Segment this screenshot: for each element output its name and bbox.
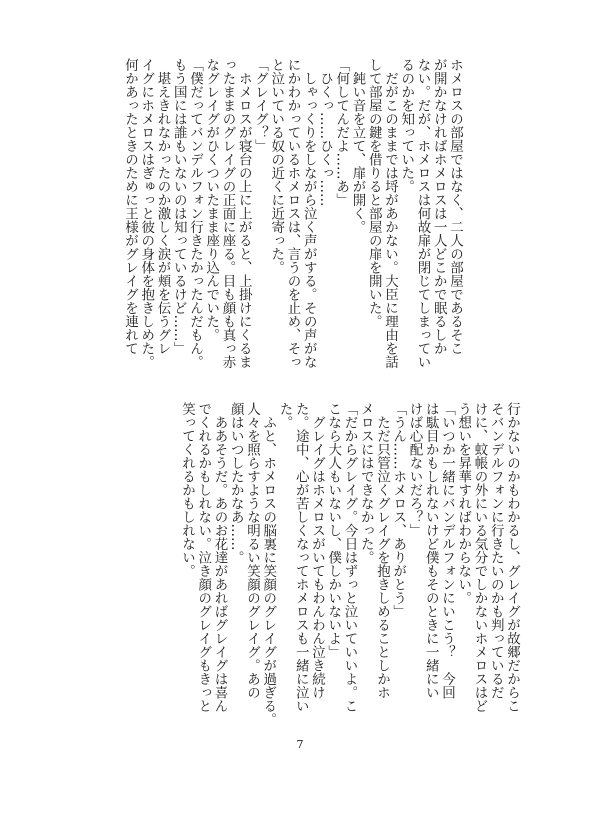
text-line: 「うん……ホメロス、ありがとう」 bbox=[390, 402, 407, 618]
text-line: 「いつか一緒にバンデルフォンにいこう？ 今回 bbox=[439, 402, 455, 699]
text-line: が開かなければホメロスは一人どこかで眠るしか bbox=[430, 58, 447, 355]
text-line: ホメロスが寝台の上に上がると、上掛けにくるま bbox=[235, 58, 252, 369]
text-line: 何かあったときのために王様がグレイグを連れて bbox=[122, 58, 138, 355]
text-line: 鈍い音を立て、扉が開く。 bbox=[349, 58, 366, 234]
text-line: そバンデルフォンに行きたいのかも判っているだ bbox=[487, 402, 504, 699]
text-line: こなら大人もいないし、僕しかいないよ」 bbox=[325, 402, 342, 659]
page-number: 7 bbox=[296, 738, 304, 751]
text-line: にかわかっているホメロスは、言うのを止め、そっ bbox=[284, 58, 301, 369]
text-line: ホメロスの部屋ではなく、二人の部屋であるそこ bbox=[447, 58, 463, 355]
text-line: た。途中、心が苦しくなってホメロスも一緒に泣い bbox=[292, 402, 309, 713]
text-line: けば心配ないだろ？」 bbox=[406, 402, 423, 537]
top-text-block bbox=[122, 58, 463, 369]
text-line: 人々を照らすような明るい笑顔のグレイグ。あの bbox=[244, 402, 260, 699]
text-line: ない。だが、ホメロスは何故扉が閉じてしまってい bbox=[414, 58, 431, 369]
text-line: 顔はいつしたかなあ……。 bbox=[227, 402, 244, 564]
text-line: メロスにはできなかった。 bbox=[357, 402, 374, 564]
text-line: イグにホメロスはぎゅっと彼の身体を抱きしめた。 bbox=[138, 58, 155, 369]
bottom-text-block bbox=[179, 402, 520, 726]
text-line: ったままのグレイグの正面に座る。目も顔も真っ赤 bbox=[219, 58, 236, 369]
text-line: ひくっ……ひくっ…… bbox=[317, 58, 333, 207]
text-line: 「だからグレイグ。今日はずっと泣いていいよ。こ bbox=[341, 402, 358, 713]
text-line: は駄目かもしれないけど僕もそのときに一緒にい bbox=[422, 402, 439, 699]
text-line: なグレイグがひくついたまま座り込んでいた。 bbox=[203, 58, 220, 342]
text-line: ふと、ホメロスの脳裏に笑顔のグレイグが過ぎる。 bbox=[260, 402, 277, 726]
text-line: けに、蚊帳の外にいる気分でしかないホメロスはど bbox=[471, 402, 488, 713]
text-line: 堪えきれなかったのか激しく涙が頬を伝うグレ bbox=[154, 58, 171, 355]
text-line: 「僕だってバンデルフォン行きたかったんだもん。 bbox=[187, 58, 203, 369]
text-line: しゃっくりをしながら泣く声がする。その声がな bbox=[300, 58, 317, 369]
text-line: ああそうだ。あのお花達があればグレイグは喜ん bbox=[211, 402, 228, 713]
text-line: もう国には誰もいないのは知っているけど……」 bbox=[170, 58, 187, 355]
text-line: た。 bbox=[276, 402, 293, 429]
text-line: 行かないのかもわかるし、グレイグが故郷だからこ bbox=[504, 402, 520, 713]
text-line: う想いを昇華すればわからない。 bbox=[455, 402, 472, 605]
text-line: だがこのままでは埒があかない。大臣に理由を話 bbox=[382, 58, 398, 369]
text-line: 「グレイグ？」 bbox=[252, 58, 268, 153]
text-line: ただ只管泣くグレイグを抱きしめることしかホ bbox=[374, 402, 390, 699]
text-line: と泣いている奴の近くに近寄った。 bbox=[268, 58, 285, 274]
text-line: でくれるかもしれない。泣き顔のグレイグもきっと bbox=[195, 402, 212, 713]
text-line: して部屋の鍵を借りると部屋の扉を開いた。 bbox=[365, 58, 382, 328]
text-line: グレイグはホメロスがいてもわんわん泣き続け bbox=[309, 402, 325, 699]
text-line: るのかを知っていた。 bbox=[398, 58, 415, 193]
text-line: 「何してんだよ……あ」 bbox=[333, 58, 350, 207]
text-line: 笑ってくれるかもしれない。 bbox=[179, 402, 195, 578]
